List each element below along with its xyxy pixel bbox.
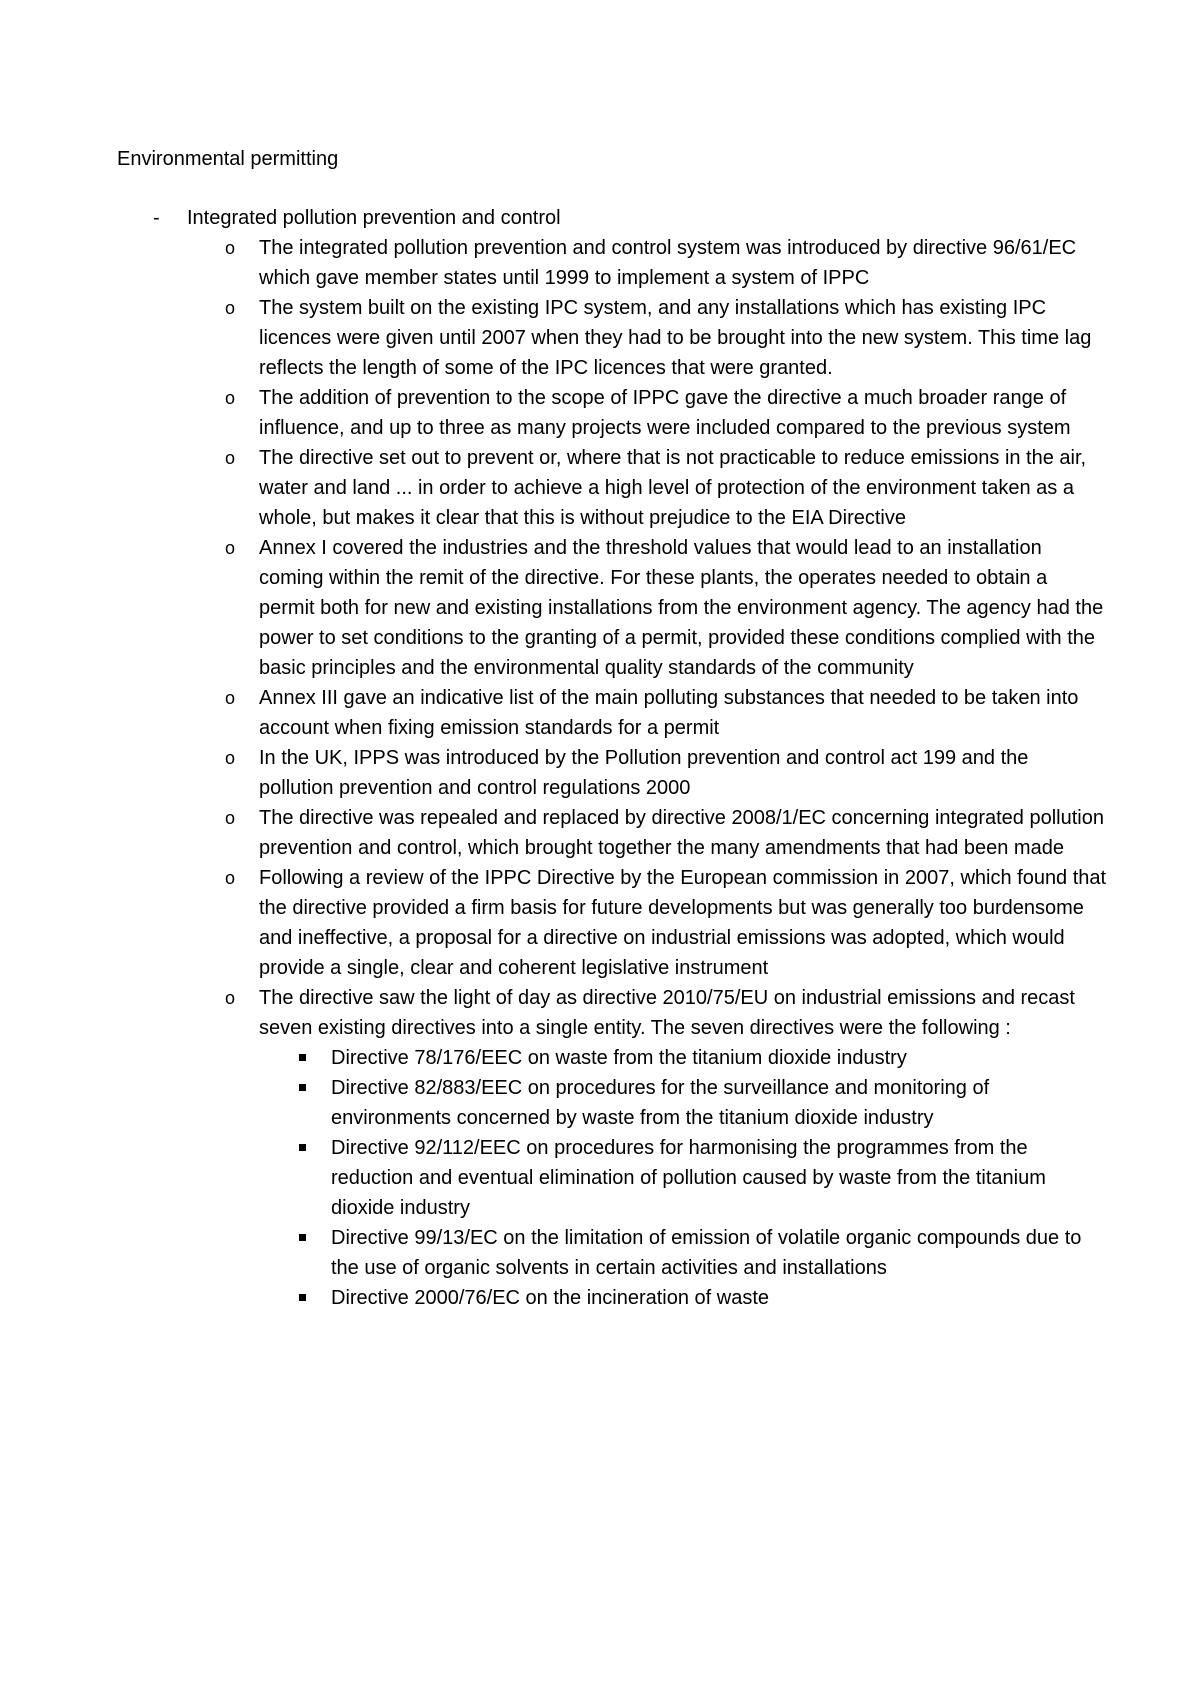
list-item [225,803,1107,863]
section-heading: Integrated pollution prevention and control [187,207,561,229]
directive-text: Directive 92/112/EEC on procedures for harmonising the programmes from the reduction and eventual elimination of pollution caused by waste from the titanium dioxide industry [331,1137,1046,1219]
list-item-ippc [153,203,1107,1313]
dash-bullet: - [153,207,160,229]
circle-bullet: o [225,538,236,558]
list-item-text: Annex III gave an indicative list of the main polluting substances that needed to be taken into account when fixing emission standards for a permit [259,687,1079,739]
directive-text: Directive 78/176/EEC on waste from the titanium dioxide industry [331,1047,907,1069]
list-item [225,683,1107,743]
sub-list [187,233,1107,1313]
circle-bullet: o [225,238,236,258]
list-item-text: The system built on the existing IPC system, and any installations which has existing IPC licences were given until 2007 when they had to be brought into the new system. This time lag reflects the length of some of the IPC licences that were granted. [259,297,1092,379]
directive-text: Directive 2000/76/EC on the incineration of waste [331,1287,770,1309]
list-item [225,983,1107,1313]
circle-bullet: o [225,808,236,828]
list-item-text: The directive was repealed and replaced by directive 2008/1/EC concerning integrated pollution prevention and control, which brought together the many amendments that had been made [259,807,1104,859]
list-item [225,863,1107,983]
list-item [225,533,1107,683]
list-item-text: The directive saw the light of day as directive 2010/75/EU on industrial emissions and recast seven existing directives into a single entity. The seven directives were the following : [259,987,1075,1039]
circle-bullet: o [225,748,236,768]
directive-item [331,1133,1107,1223]
circle-bullet: o [225,988,236,1008]
circle-bullet: o [225,868,236,888]
square-bullet-icon [299,1144,306,1151]
list-item-text: The addition of prevention to the scope of IPPC gave the directive a much broader range of influence, and up to three as many projects were included compared to the previous system [259,387,1071,439]
list-item-text: Following a review of the IPPC Directive by the European commission in 2007, which found that the directive provided a firm basis for future developments but was generally too burdensome and ineffective, a proposal for a directive on industrial emissions was adopted, which would provide a single, clear and coherent legislative instrument [259,867,1107,979]
directive-text: Directive 82/883/EEC on procedures for the surveillance and monitoring of environments concerned by waste from the titanium dioxide industry [331,1077,990,1129]
list-item [225,383,1107,443]
list-item [225,293,1107,383]
directives-list [259,1043,1107,1313]
square-bullet-icon [299,1084,306,1091]
circle-bullet: o [225,688,236,708]
list-item-text: The integrated pollution prevention and control system was introduced by directive 96/61/EC which gave member states until 1999 to implement a system of IPPC [259,237,1077,289]
circle-bullet: o [225,388,236,408]
list-item-text: In the UK, IPPS was introduced by the Pollution prevention and control act 199 and the pollution prevention and control regulations 2000 [259,747,1029,799]
circle-bullet: o [225,298,236,318]
main-list [153,203,1107,1313]
directive-item [331,1073,1107,1133]
list-item [225,233,1107,293]
page-title: Environmental permitting [117,148,339,170]
list-item [225,743,1107,803]
list-item-text: The directive set out to prevent or, where that is not practicable to reduce emissions in the air, water and land ... in order to achieve a high level of protection of the environment taken as a whole, but makes it clear that this is without prejudice to the EIA Directive [259,447,1087,529]
square-bullet-icon [299,1234,306,1241]
list-item-text: Annex I covered the industries and the threshold values that would lead to an installation coming within the remit of the directive. For these plants, the operates needed to obtain a permit both for new and existing installations from the environment agency. The agency had the power to set conditions to the granting of a permit, provided these conditions complied with the basic principles and the environmental quality standards of the community [259,537,1104,679]
circle-bullet: o [225,448,236,468]
directive-item [331,1043,1107,1073]
square-bullet-icon [299,1054,306,1061]
directive-item [331,1223,1107,1283]
square-bullet-icon [299,1294,306,1301]
directive-item [331,1283,1107,1313]
directive-text: Directive 99/13/EC on the limitation of emission of volatile organic compounds due to the use of organic solvents in certain activities and installations [331,1227,1082,1279]
list-item [225,443,1107,533]
